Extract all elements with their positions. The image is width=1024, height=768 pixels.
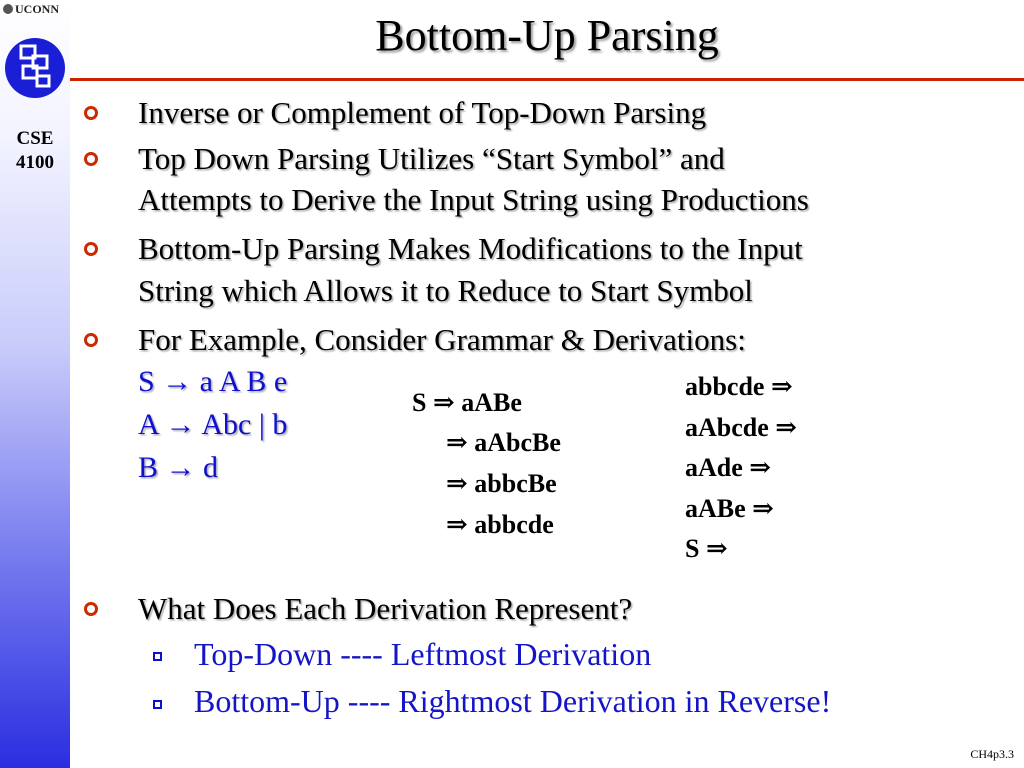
square-bullet-icon bbox=[153, 652, 162, 661]
sidebar bbox=[0, 0, 70, 768]
seal-icon bbox=[3, 4, 13, 14]
bullet-icon bbox=[84, 333, 98, 347]
topdown-derivation-step: ⇒ abbcde bbox=[446, 510, 554, 539]
bullet-text: What Does Each Derivation Represent? bbox=[138, 591, 633, 626]
grammar-rule: S → a A B e bbox=[138, 365, 288, 398]
bullet-icon bbox=[84, 242, 98, 256]
bullet-icon bbox=[84, 602, 98, 616]
cse-logo-icon bbox=[3, 22, 67, 120]
bottomup-derivation-step: aABe ⇒ bbox=[685, 494, 774, 523]
bullet-text: Top Down Parsing Utilizes “Start Symbol” and bbox=[138, 141, 725, 176]
topdown-derivation-step: ⇒ abbcBe bbox=[446, 469, 557, 498]
bullet-text-continued: Attempts to Derive the Input String using Productions bbox=[138, 182, 809, 217]
subbullet-text: Top-Down ---- Leftmost Derivation bbox=[194, 636, 652, 672]
grammar-rule: A → Abc | b bbox=[138, 408, 288, 441]
bullet-text: Bottom-Up Parsing Makes Modifications to the Input bbox=[138, 231, 803, 266]
bullet-text: Inverse or Complement of Top-Down Parsing bbox=[138, 95, 707, 130]
bullet-text-continued: String which Allows it to Reduce to Start Symbol bbox=[138, 273, 753, 308]
topdown-derivation-step: S ⇒ aABe bbox=[412, 388, 522, 417]
topdown-derivation-step: ⇒ aAbcBe bbox=[446, 428, 561, 457]
bottomup-derivation-step: aAde ⇒ bbox=[685, 453, 772, 482]
title-divider bbox=[70, 78, 1024, 81]
slide-title: Bottom-Up Parsing bbox=[375, 11, 719, 60]
university-name: UCONN bbox=[15, 2, 59, 16]
square-bullet-icon bbox=[153, 700, 162, 709]
subbullet-text: Bottom-Up ---- Rightmost Derivation in Reverse! bbox=[194, 683, 832, 719]
course-number: 4100 bbox=[16, 152, 54, 173]
bullet-icon bbox=[84, 106, 98, 120]
bullet-text: For Example, Consider Grammar & Derivations: bbox=[138, 322, 746, 357]
university-label bbox=[3, 2, 59, 17]
bottomup-derivation-step: S ⇒ bbox=[685, 534, 728, 563]
bullet-icon bbox=[84, 152, 98, 166]
course-code: CSE bbox=[16, 128, 54, 149]
page-number: CH4p3.3 bbox=[970, 747, 1014, 761]
grammar-rule: B → d bbox=[138, 451, 219, 484]
bottomup-derivation-step: abbcde ⇒ bbox=[685, 372, 793, 401]
bottomup-derivation-step: aAbcde ⇒ bbox=[685, 413, 798, 442]
